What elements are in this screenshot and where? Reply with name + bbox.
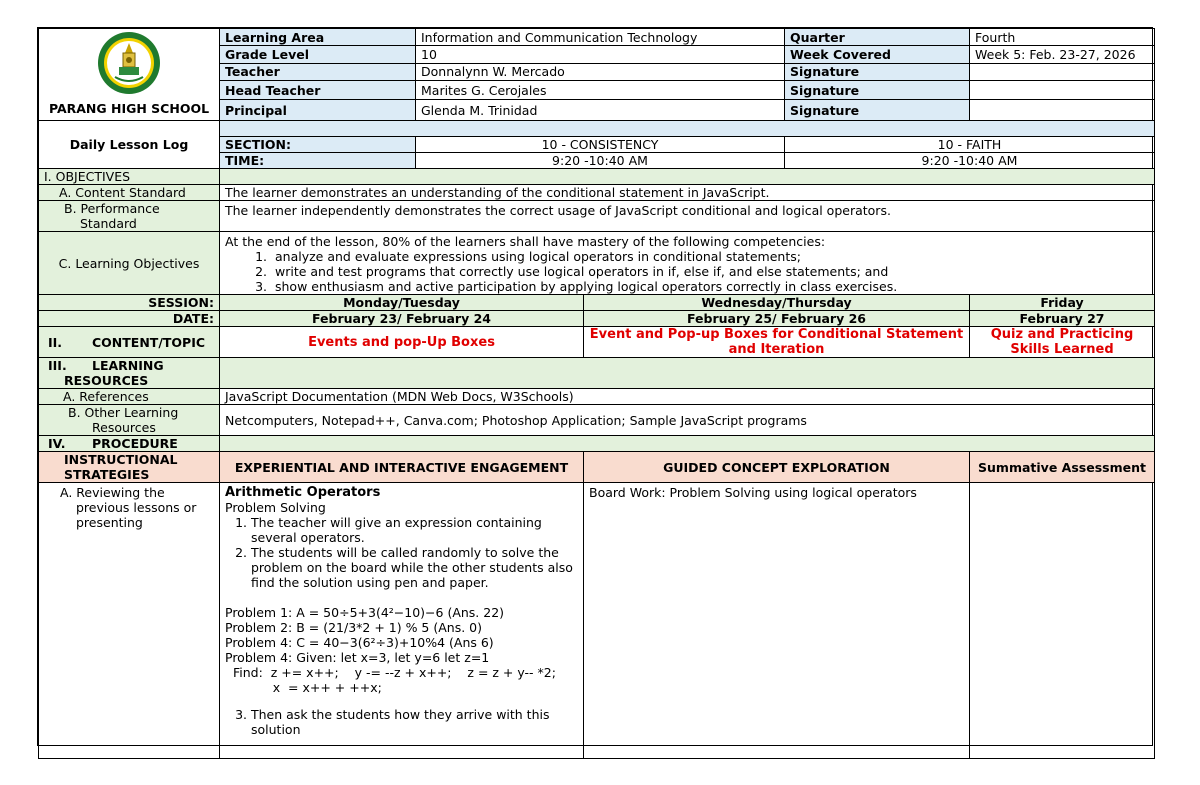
objective-item: 2. write and test programs that correctly use logical operators in if, else if, and else statements; and	[271, 264, 1149, 279]
arithmetic-operators-title: Arithmetic Operators	[225, 485, 381, 500]
content-topic-label: II. CONTENT/TOPIC	[39, 327, 220, 358]
other-resources-value: Netcomputers, Notepad++, Canva.com; Photoshop Application; Sample JavaScript programs	[220, 405, 1155, 436]
time-b: 9:20 -10:40 AM	[785, 153, 1155, 169]
problem-line: Problem 4: Given: let x=3, let y=6 let z=1	[225, 650, 490, 665]
session-1: Monday/Tuesday	[220, 295, 584, 311]
date-3: February 27	[970, 311, 1155, 327]
teacher-signature-field	[970, 63, 1155, 80]
learning-resources-label: III. LEARNING RESOURCES	[39, 358, 220, 389]
content-standard-label: A. Content Standard	[39, 185, 220, 201]
lesson-log-table	[38, 28, 1155, 759]
week-covered-value: Week 5: Feb. 23-27, 2026	[970, 46, 1155, 63]
performance-standard-value: The learner independently demonstrates the correct usage of JavaScript conditional and logical operators.	[220, 201, 1155, 232]
step-list-continued	[225, 707, 578, 737]
section-label: SECTION:	[220, 137, 416, 153]
strategy-3: Summative Assessment	[970, 452, 1155, 483]
learning-area-label: Learning Area	[220, 29, 416, 46]
reviewing-col-2: Board Work: Problem Solving using logical operators	[584, 483, 970, 759]
objectives-heading: I. OBJECTIVES	[39, 169, 220, 185]
school-name: PARANG HIGH SCHOOL	[48, 101, 210, 116]
principal-label: Principal	[220, 100, 416, 121]
topic-3: Quiz and Practicing Skills Learned	[970, 327, 1155, 358]
session-2: Wednesday/Thursday	[584, 295, 970, 311]
objectives-heading-fill	[220, 169, 1155, 185]
instructional-strategies-label: INSTRUCTIONAL STRATEGIES	[39, 452, 220, 483]
teacher-signature-label: Signature	[785, 63, 970, 80]
principal-signature-field	[970, 100, 1155, 121]
spacer-row	[220, 121, 1155, 137]
date-1: February 23/ February 24	[220, 311, 584, 327]
head-teacher-signature-field	[970, 80, 1155, 99]
time-label: TIME:	[220, 153, 416, 169]
step-list	[225, 515, 578, 590]
other-resources-label: B. Other Learning Resources	[39, 405, 220, 436]
problem-line: Problem 1: A = 50÷5+3(4²−10)−6 (Ans. 22)	[225, 605, 505, 620]
step-item: 1. The teacher will give an expression containing several operators.	[251, 515, 578, 545]
strategy-1: EXPERIENTIAL AND INTERACTIVE ENGAGEMENT	[220, 452, 584, 483]
content-standard-value: The learner demonstrates an understanding of the conditional statement in JavaScript.	[220, 185, 1155, 201]
grade-level-value: 10	[416, 46, 785, 63]
problem-line: Problem 4: C = 40−3(6²÷3)+10%4 (Ans 6)	[225, 635, 494, 650]
strategy-2: GUIDED CONCEPT EXPLORATION	[584, 452, 970, 483]
learning-resources-fill	[220, 358, 1155, 389]
reviewing-label: A. Reviewing the previous lessons or presenting	[39, 483, 220, 759]
learning-objectives-list	[225, 249, 1149, 294]
date-2: February 25/ February 26	[584, 311, 970, 327]
section-a: 10 - CONSISTENCY	[416, 137, 785, 153]
performance-standard-label: B. Performance Standard	[39, 201, 220, 232]
head-teacher-value: Marites G. Cerojales	[416, 80, 785, 99]
step-item: 2. The students will be called randomly to solve the problem on the board while the other students also find the solution using pen and paper.	[251, 545, 578, 590]
head-teacher-label: Head Teacher	[220, 80, 416, 99]
session-3: Friday	[970, 295, 1155, 311]
quarter-label: Quarter	[785, 29, 970, 46]
session-label: SESSION:	[39, 295, 220, 311]
objective-item: 3. show enthusiasm and active participation by applying logical operators correctly in class exercises.	[271, 279, 1149, 294]
topic-2: Event and Pop-up Boxes for Conditional Statement and Iteration	[584, 327, 970, 358]
quarter-value: Fourth	[970, 29, 1155, 46]
procedure-fill	[220, 436, 1155, 452]
learning-objectives-value: At the end of the lesson, 80% of the learners shall have mastery of the following competencies: 1. analyze and evaluate expressions using logical operators in conditional statements; 2. write and test programs that correctly use logical operators in if, else if, and else statements; and 3. show enthusiasm and active participation by applying logical operators correctly in class exercises.	[220, 232, 1155, 295]
problem-solving-subtitle: Problem Solving	[225, 500, 326, 515]
learning-objectives-label: C. Learning Objectives	[39, 232, 220, 295]
principal-signature-label: Signature	[785, 100, 970, 121]
teacher-label: Teacher	[220, 63, 416, 80]
lesson-log-document	[37, 27, 1153, 746]
school-seal-icon	[97, 31, 161, 95]
doc-title: Daily Lesson Log	[39, 121, 220, 169]
learning-area-value: Information and Communication Technology	[416, 29, 785, 46]
teacher-value: Donnalynn W. Mercado	[416, 63, 785, 80]
references-label: A. References	[39, 389, 220, 405]
problem-line: Find: z += x++; y -= --z + x++; z = z + y-- *2;	[225, 665, 556, 680]
step-item: 3. Then ask the students how they arrive with this solution	[251, 707, 578, 737]
principal-value: Glenda M. Trinidad	[416, 100, 785, 121]
school-header	[39, 29, 220, 121]
problem-line: Problem 2: B = (21/3*2 + 1) % 5 (Ans. 0)	[225, 620, 483, 635]
procedure-label: IV. PROCEDURE	[39, 436, 220, 452]
grade-level-label: Grade Level	[220, 46, 416, 63]
topic-1: Events and pop-Up Boxes	[220, 327, 584, 358]
head-teacher-signature-label: Signature	[785, 80, 970, 99]
references-value: JavaScript Documentation (MDN Web Docs, W3Schools)	[220, 389, 1155, 405]
time-a: 9:20 -10:40 AM	[416, 153, 785, 169]
date-label: DATE:	[39, 311, 220, 327]
objective-item: 1. analyze and evaluate expressions using logical operators in conditional statements;	[271, 249, 1149, 264]
problem-line: x = x++ + ++x;	[225, 680, 382, 695]
week-covered-label: Week Covered	[785, 46, 970, 63]
section-b: 10 - FAITH	[785, 137, 1155, 153]
reviewing-col-3	[970, 483, 1155, 759]
reviewing-col-1	[220, 483, 584, 759]
